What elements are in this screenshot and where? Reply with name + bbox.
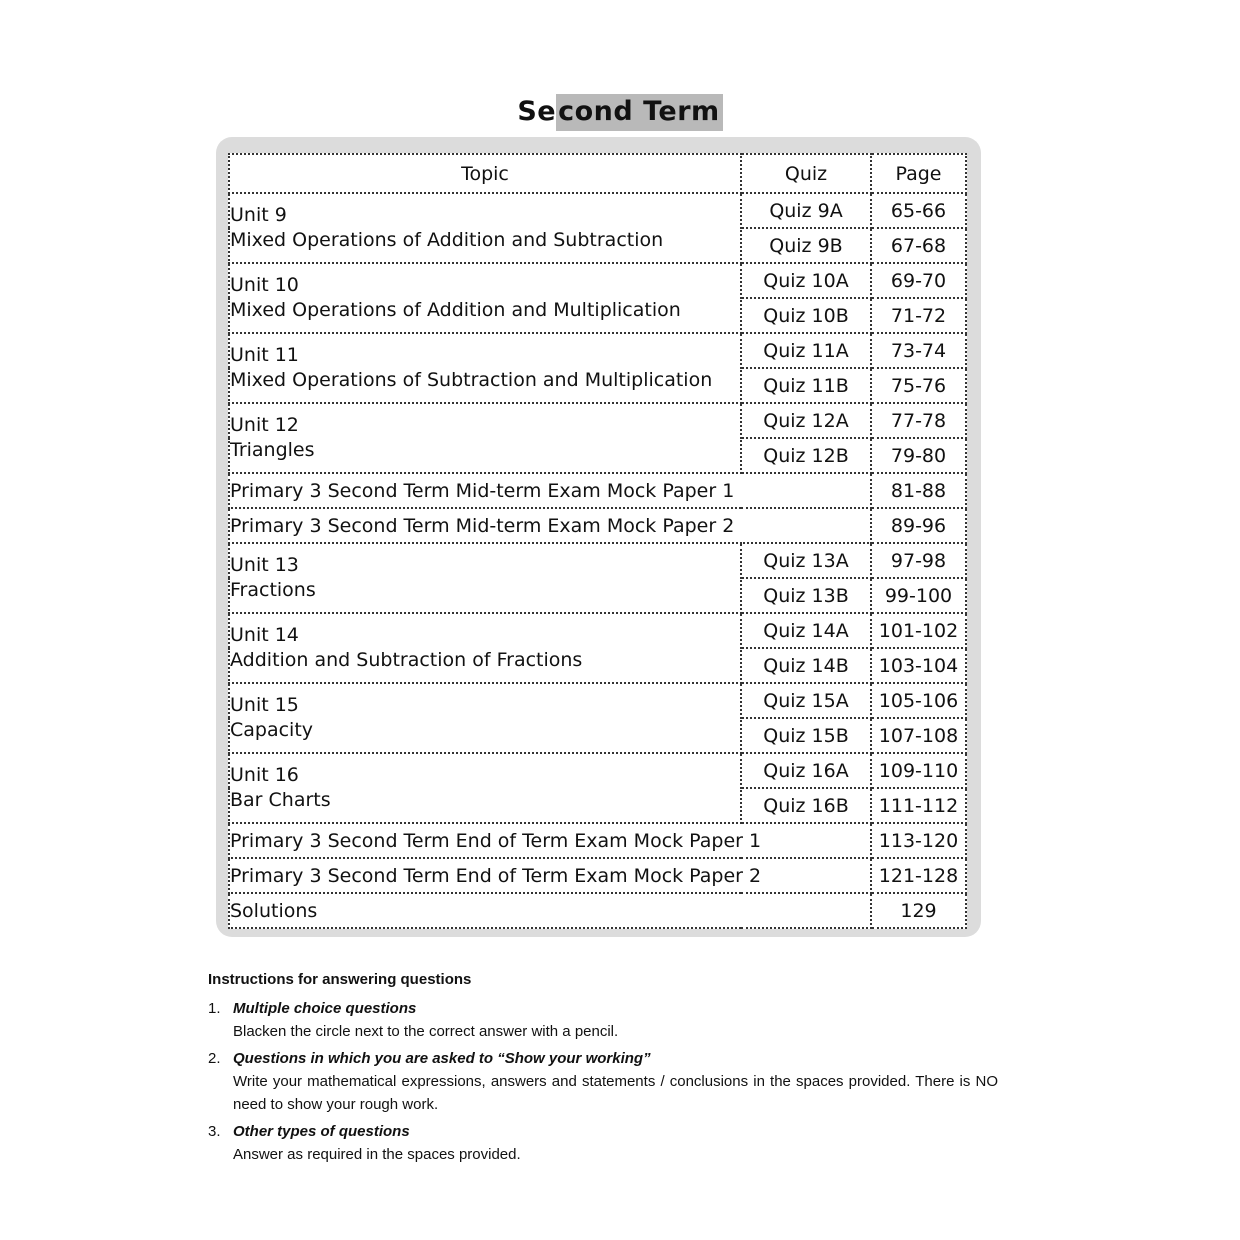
unit-number: Unit 12 <box>230 414 299 436</box>
quiz-cell: Quiz 12B <box>741 438 871 473</box>
unit-topic <box>229 403 741 473</box>
solutions-label: Solutions <box>229 893 871 928</box>
page-cell: 111-112 <box>871 788 966 823</box>
item-description: Blacken the circle next to the correct answer with a pencil. <box>233 1023 619 1040</box>
quiz-cell: Quiz 15B <box>741 718 871 753</box>
unit-name: Mixed Operations of Addition and Multiplication <box>230 299 681 321</box>
page-cell: 105-106 <box>871 683 966 718</box>
table-row <box>229 823 966 858</box>
unit-name: Mixed Operations of Addition and Subtraction <box>230 229 664 251</box>
item-title: Questions in which you are asked to “Show your working” <box>233 1050 651 1067</box>
page-cell: 129 <box>871 893 966 928</box>
quiz-cell: Quiz 13A <box>741 543 871 578</box>
page-cell: 69-70 <box>871 263 966 298</box>
item-description: Answer as required in the spaces provided. <box>233 1146 521 1163</box>
table-row <box>229 893 966 928</box>
page-cell: 109-110 <box>871 753 966 788</box>
table-row <box>229 508 966 543</box>
unit-topic <box>229 683 741 753</box>
unit-name: Fractions <box>230 579 316 601</box>
table-row <box>229 683 966 718</box>
table-row <box>229 753 966 788</box>
header-page: Page <box>871 154 966 193</box>
page-cell: 67-68 <box>871 228 966 263</box>
item-number: 3. <box>208 1123 221 1140</box>
table-row <box>229 403 966 438</box>
table-row <box>229 858 966 893</box>
quiz-cell: Quiz 10A <box>741 263 871 298</box>
page-cell: 107-108 <box>871 718 966 753</box>
item-title: Multiple choice questions <box>233 1000 417 1017</box>
quiz-cell: Quiz 9B <box>741 228 871 263</box>
instruction-item <box>208 997 998 1043</box>
title-start: Se <box>517 96 557 127</box>
page-cell: 75-76 <box>871 368 966 403</box>
quiz-cell: Quiz 15A <box>741 683 871 718</box>
unit-number: Unit 15 <box>230 694 299 716</box>
page-cell: 121-128 <box>871 858 966 893</box>
page-cell: 65-66 <box>871 193 966 228</box>
unit-topic <box>229 333 741 403</box>
unit-number: Unit 9 <box>230 204 287 226</box>
table-row <box>229 543 966 578</box>
unit-name: Addition and Subtraction of Fractions <box>230 649 583 671</box>
page-cell: 73-74 <box>871 333 966 368</box>
page-title <box>0 96 1240 127</box>
quiz-cell: Quiz 13B <box>741 578 871 613</box>
exam-label: Primary 3 Second Term Mid-term Exam Mock Paper 2 <box>229 508 871 543</box>
item-title: Other types of questions <box>233 1123 410 1140</box>
table-row <box>229 193 966 228</box>
quiz-cell: Quiz 14A <box>741 613 871 648</box>
unit-name: Bar Charts <box>230 789 331 811</box>
quiz-cell: Quiz 14B <box>741 648 871 683</box>
page-cell: 97-98 <box>871 543 966 578</box>
quiz-cell: Quiz 16A <box>741 753 871 788</box>
page-cell: 89-96 <box>871 508 966 543</box>
header-topic: Topic <box>229 154 741 193</box>
table-row <box>229 333 966 368</box>
contents-table <box>228 153 967 929</box>
page-cell: 81-88 <box>871 473 966 508</box>
exam-label: Primary 3 Second Term End of Term Exam Mock Paper 2 <box>229 858 871 893</box>
page-cell: 99-100 <box>871 578 966 613</box>
page-cell: 79-80 <box>871 438 966 473</box>
unit-name: Capacity <box>230 719 314 741</box>
item-number: 1. <box>208 1000 221 1017</box>
unit-topic <box>229 613 741 683</box>
quiz-cell: Quiz 10B <box>741 298 871 333</box>
unit-number: Unit 14 <box>230 624 299 646</box>
exam-label: Primary 3 Second Term Mid-term Exam Mock Paper 1 <box>229 473 871 508</box>
page-cell: 71-72 <box>871 298 966 333</box>
unit-number: Unit 16 <box>230 764 299 786</box>
page-cell: 113-120 <box>871 823 966 858</box>
instruction-item <box>208 1047 998 1116</box>
header-quiz: Quiz <box>741 154 871 193</box>
unit-topic <box>229 263 741 333</box>
item-description: Write your mathematical expressions, answers and statements / conclusions in the spaces provided. There is NO need to show your rough work. <box>233 1073 998 1113</box>
header-row <box>229 154 966 193</box>
page-cell: 77-78 <box>871 403 966 438</box>
instruction-item <box>208 1120 998 1166</box>
unit-topic <box>229 543 741 613</box>
quiz-cell: Quiz 11A <box>741 333 871 368</box>
table-row <box>229 473 966 508</box>
title-highlighted: cond Term <box>556 94 723 131</box>
unit-topic <box>229 193 741 263</box>
unit-number: Unit 10 <box>230 274 299 296</box>
exam-label: Primary 3 Second Term End of Term Exam Mock Paper 1 <box>229 823 871 858</box>
unit-topic <box>229 753 741 823</box>
unit-number: Unit 11 <box>230 344 299 366</box>
page-cell: 103-104 <box>871 648 966 683</box>
table-row <box>229 263 966 298</box>
unit-name: Triangles <box>230 439 315 461</box>
instructions-heading: Instructions for answering questions <box>208 971 472 988</box>
instructions <box>208 968 998 1170</box>
table-row <box>229 613 966 648</box>
item-number: 2. <box>208 1050 221 1067</box>
quiz-cell: Quiz 12A <box>741 403 871 438</box>
quiz-cell: Quiz 16B <box>741 788 871 823</box>
quiz-cell: Quiz 9A <box>741 193 871 228</box>
page-cell: 101-102 <box>871 613 966 648</box>
unit-name: Mixed Operations of Subtraction and Multiplication <box>230 369 713 391</box>
unit-number: Unit 13 <box>230 554 299 576</box>
quiz-cell: Quiz 11B <box>741 368 871 403</box>
